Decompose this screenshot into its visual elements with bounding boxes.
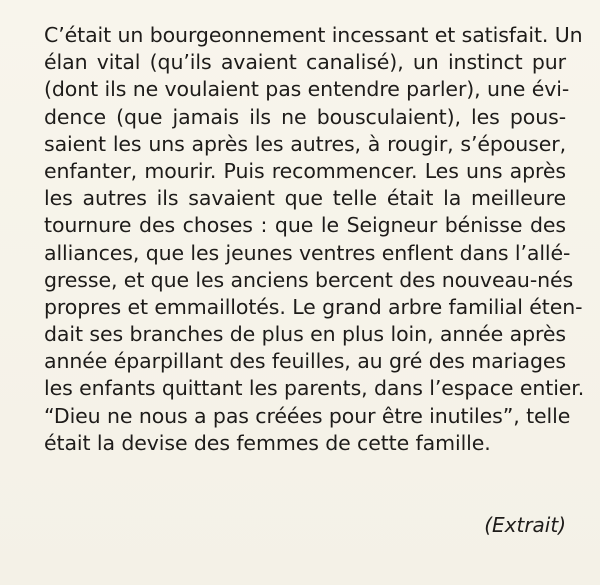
text-line: tournure des choses : que le Seigneur bénisse des [44, 213, 566, 238]
text-line: les enfants quittant les parents, dans l’espace entier. [44, 376, 585, 401]
text-line: C’était un bourgeonnement incessant et satisfait. Un [44, 23, 583, 47]
text-line: les autres ils savaient que telle était la meilleure [44, 186, 566, 211]
text-line: élan vital (qu’ils avaient canalisé), un instinct pur [44, 50, 566, 75]
text-line: enfanter, mourir. Puis recommencer. Les uns après [44, 158, 566, 183]
text-line: dait ses branches de plus en plus loin, année après [44, 322, 566, 347]
source-label: (Extrait) [484, 513, 566, 537]
passage-text [44, 22, 585, 457]
text-line: année éparpillant des feuilles, au gré des mariages [44, 349, 566, 374]
text-line: alliances, que les jeunes ventres enflent dans l’allé- [44, 240, 571, 265]
text-line: “Dieu ne nous a pas créées pour être inutiles”, telle [44, 403, 571, 428]
text-line: gresse, et que les anciens bercent des nouveau-nés [44, 267, 574, 292]
text-line: dence (que jamais ils ne bousculaient), les pous- [44, 104, 566, 129]
text-line: propres et emmaillotés. Le grand arbre familial éten- [44, 294, 583, 319]
text-line: saient les uns après les autres, à rougir, s’épouser, [44, 131, 566, 156]
text-line: (dont ils ne voulaient pas entendre parler), une évi- [44, 77, 570, 102]
text-line-last: était la devise des femmes de cette famille. [44, 430, 491, 455]
